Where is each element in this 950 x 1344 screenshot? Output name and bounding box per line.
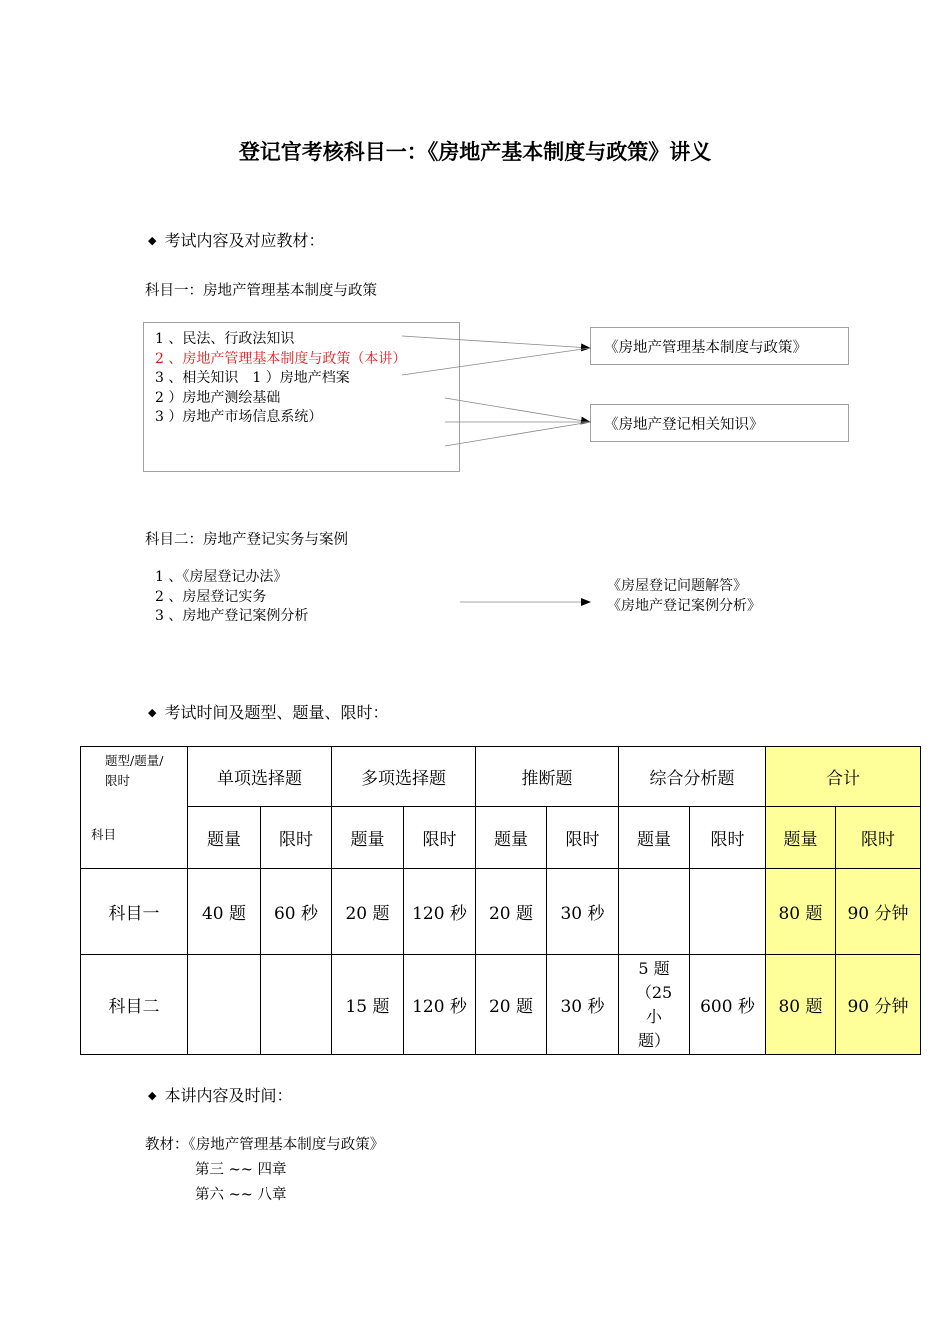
arrow-line — [402, 348, 590, 375]
table-cell: 20 题 — [476, 955, 547, 1055]
sub-header-count: 题量 — [188, 807, 261, 869]
table-cell: 15 题 — [332, 955, 404, 1055]
textbook-line: 教材：《房地产管理基本制度与政策》 — [145, 1137, 385, 1153]
exam-table — [80, 746, 921, 1055]
table-cell — [261, 955, 332, 1055]
list-item: 2 、房屋登记实务 — [155, 588, 267, 605]
sub-header-count: 题量 — [766, 807, 836, 869]
table-corner-cell — [81, 747, 188, 869]
corner-text: 限时 — [105, 773, 131, 788]
list-item: 3 ）房地产市场信息系统） — [155, 409, 323, 426]
col-header-single-choice: 单项选择题 — [188, 747, 332, 807]
corner-header — [105, 751, 163, 791]
list-item: 3 、相关知识 1 ）房地产档案 — [155, 370, 350, 387]
arrow-line — [445, 422, 590, 446]
sub-header-count: 题量 — [476, 807, 547, 869]
table-row — [81, 955, 921, 1055]
section-heading-lecture — [148, 1083, 292, 1106]
stacked-count — [619, 957, 689, 1053]
subject2-topic-list — [155, 568, 308, 627]
table-row — [81, 869, 921, 955]
table-cell-total: 90 分钟 — [836, 955, 921, 1055]
stacked-line: 5 题 — [638, 958, 670, 978]
table-cell-total: 80 题 — [766, 869, 836, 955]
table-cell: 60 秒 — [261, 869, 332, 955]
section-heading-text: 本讲内容及时间： — [164, 1086, 293, 1105]
diamond-bullet-icon: ◆ — [148, 234, 157, 247]
subject2-books — [607, 577, 761, 616]
corner-subject-label: 科目 — [91, 827, 117, 842]
table-cell: 40 题 — [188, 869, 261, 955]
section-heading-exam-time — [148, 700, 388, 723]
sub-header-time: 限时 — [261, 807, 332, 869]
table-cell: 120 秒 — [404, 955, 476, 1055]
col-header-multi-choice: 多项选择题 — [332, 747, 476, 807]
col-header-judgement: 推断题 — [476, 747, 619, 807]
stacked-line: 题） — [637, 1030, 670, 1050]
table-cell: 20 题 — [476, 869, 547, 955]
table-cell — [619, 869, 690, 955]
book-title: 《房屋登记问题解答》 — [607, 578, 747, 594]
subject2-label: 科目二：房地产登记实务与案例 — [145, 532, 348, 548]
table-cell: 30 秒 — [547, 869, 619, 955]
list-item: 3 、房地产登记案例分析 — [155, 608, 309, 625]
list-item-highlight: 2 、房地产管理基本制度与政策（本讲） — [155, 350, 407, 367]
chapter-range: 第三 ~~ 四章 — [195, 1162, 287, 1178]
row-label: 科目二 — [81, 955, 188, 1055]
table-cell — [188, 955, 261, 1055]
corner-text: 题型/题量/ — [105, 753, 164, 768]
stacked-line: （25 — [635, 982, 673, 1002]
col-header-total: 合计 — [766, 747, 921, 807]
subject1-label: 科目一：房地产管理基本制度与政策 — [145, 283, 377, 299]
table-cell-stacked — [619, 955, 690, 1055]
table-cell: 120 秒 — [404, 869, 476, 955]
arrow-line — [402, 336, 590, 348]
list-item: 1 、《房屋登记办法》 — [155, 569, 288, 585]
list-item: 2 ）房地产测绘基础 — [155, 389, 281, 406]
arrow-line — [445, 398, 590, 422]
diamond-bullet-icon: ◆ — [148, 706, 157, 719]
chapter-range: 第六 ~~ 八章 — [195, 1187, 287, 1203]
sub-header-time: 限时 — [836, 807, 921, 869]
table-cell: 600 秒 — [690, 955, 766, 1055]
table-cell: 30 秒 — [547, 955, 619, 1055]
stacked-line: 小 — [645, 1006, 662, 1026]
diamond-bullet-icon: ◆ — [148, 1089, 157, 1102]
book-title: 《房地产登记相关知识》 — [604, 417, 764, 433]
book-title: 《房地产管理基本制度与政策》 — [604, 340, 807, 356]
section-heading-text: 考试时间及题型、题量、限时： — [164, 703, 389, 722]
col-header-analysis: 综合分析题 — [619, 747, 766, 807]
table-cell — [690, 869, 766, 955]
sub-header-time: 限时 — [690, 807, 766, 869]
table-cell: 20 题 — [332, 869, 404, 955]
sub-header-count: 题量 — [619, 807, 690, 869]
list-item: 1 、民法、行政法知识 — [155, 331, 295, 347]
table-cell-total: 90 分钟 — [836, 869, 921, 955]
sub-header-time: 限时 — [547, 807, 619, 869]
table-cell-total: 80 题 — [766, 955, 836, 1055]
row-label: 科目一 — [81, 869, 188, 955]
page-title: 登记官考核科目一：《房地产基本制度与政策》讲义 — [238, 139, 712, 164]
section-heading-text: 考试内容及对应教材： — [164, 231, 325, 250]
sub-header-count: 题量 — [332, 807, 404, 869]
sub-header-time: 限时 — [404, 807, 476, 869]
book-title: 《房地产登记案例分析》 — [607, 597, 761, 614]
